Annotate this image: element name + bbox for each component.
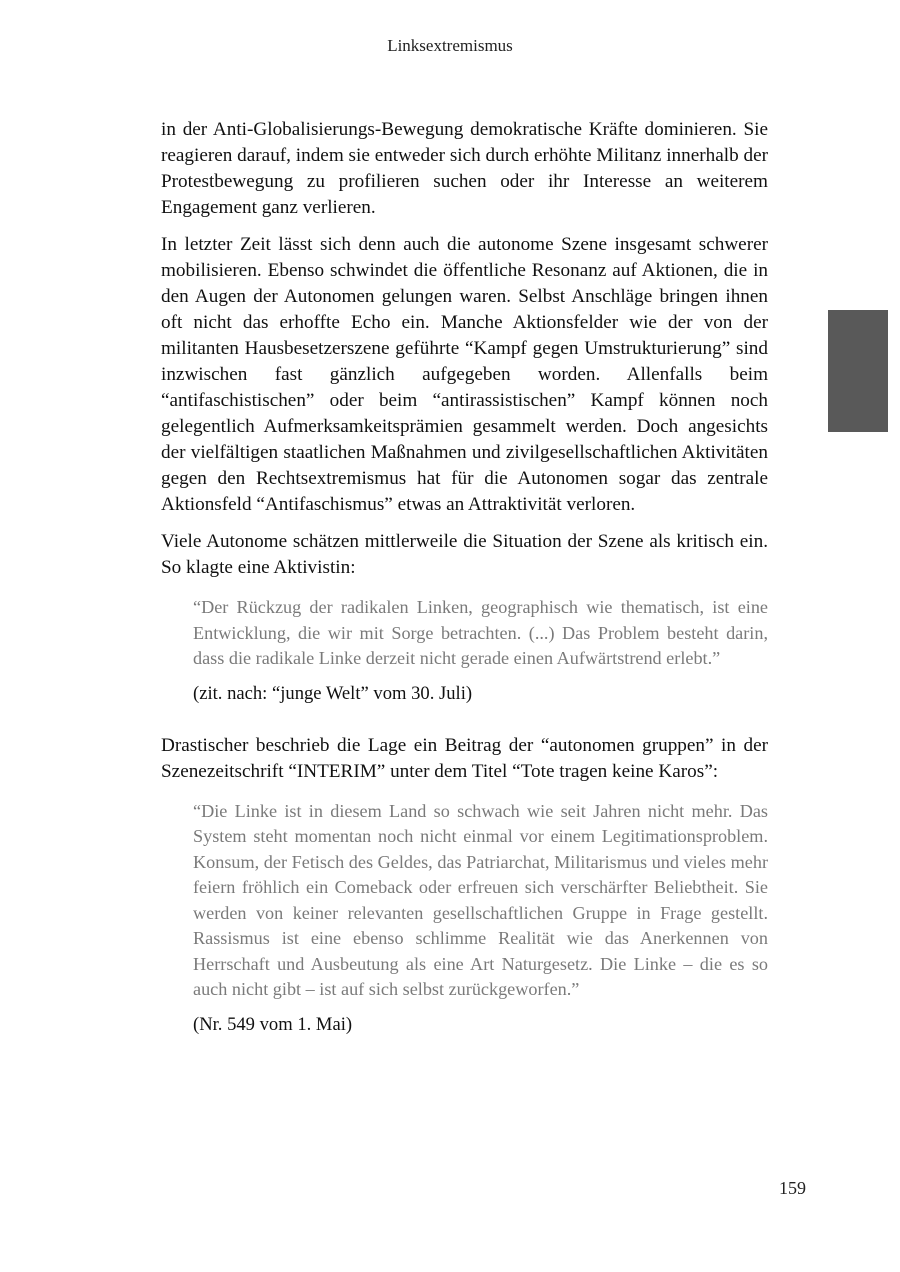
- body-paragraph: in der Anti-Globalisierungs-Bewegung demokratische Kräfte dominieren. Sie reagieren darauf, indem sie entweder sich durch erhöhte Militanz innerhalb der Protestbewegung zu profilieren suchen oder ihr Interesse an weiterem Engagement ganz verlieren.: [161, 119, 768, 218]
- body-paragraph: In letzter Zeit lässt sich denn auch die autonome Szene insgesamt schwerer mobilisieren. Ebenso schwindet die öffentliche Resonanz auf Aktionen, die in den Augen der Autonomen gelungen waren. Selbst Anschläge bringen ihnen oft nicht das erhoffte Echo ein. Manche Aktionsfelder wie der von der militanten Hausbesetzerszene geführte “Kampf gegen Umstrukturierung” sind inzwischen fast gänzlich aufgegeben worden. Allenfalls beim “antifaschistischen” oder beim “antirassistischen” Kampf können noch gelegentlich Aufmerksamkeitsprämien gesammelt werden. Doch angesichts der vielfältigen staatlichen Maßnahmen und zivilgesellschaftlichen Aktivitäten gegen den Rechtsextremismus hat für die Autonomen sogar das zentrale Aktionsfeld “Antifaschismus” etwas an Attraktivität verloren.: [161, 234, 768, 515]
- body-paragraph: Viele Autonome schätzen mittlerweile die Situation der Szene als kritisch ein. So klagte eine Aktivistin:: [161, 531, 768, 578]
- page-body: [161, 117, 768, 1038]
- chapter-tab-marker: [828, 310, 888, 432]
- running-header: Linksextremismus: [387, 36, 513, 55]
- block-quote: [193, 595, 768, 707]
- quote-source: (zit. nach: “junge Welt” vom 30. Juli): [193, 682, 473, 704]
- quote-text: “Der Rückzug der radikalen Linken, geographisch wie thematisch, ist eine Entwicklung, die wir mit Sorge betrachten. (...) Das Problem besteht darin, dass die radikale Linke derzeit nicht gerade einen Aufwärtstrend erlebt.”: [193, 597, 768, 668]
- quote-text: “Die Linke ist in diesem Land so schwach wie seit Jahren nicht mehr. Das System steht momentan noch nicht einmal vor einem Legitimationsproblem. Konsum, der Fetisch des Geldes, das Patriarchat, Militarismus und vieles mehr feiern fröhlich ein Comeback oder erfreuen sich verschärfter Beliebtheit. Sie werden von keiner relevanten gesellschaftlichen Gruppe in Frage gestellt. Rassismus ist eine ebenso schlimme Realität wie das Anerkennen von Herrschaft und Ausbeutung als eine Art Naturgesetz. Die Linke – die es so auch nicht gibt – ist auf sich selbst zurückgeworfen.”: [193, 800, 768, 999]
- block-quote: [193, 799, 768, 1038]
- page-number: 159: [779, 1178, 806, 1198]
- body-paragraph: Drastischer beschrieb die Lage ein Beitrag der “autonomen gruppen” in der Szenezeitschrift “INTERIM” unter dem Titel “Tote tragen keine Karos”:: [161, 734, 768, 782]
- quote-source: (Nr. 549 vom 1. Mai): [193, 1013, 353, 1035]
